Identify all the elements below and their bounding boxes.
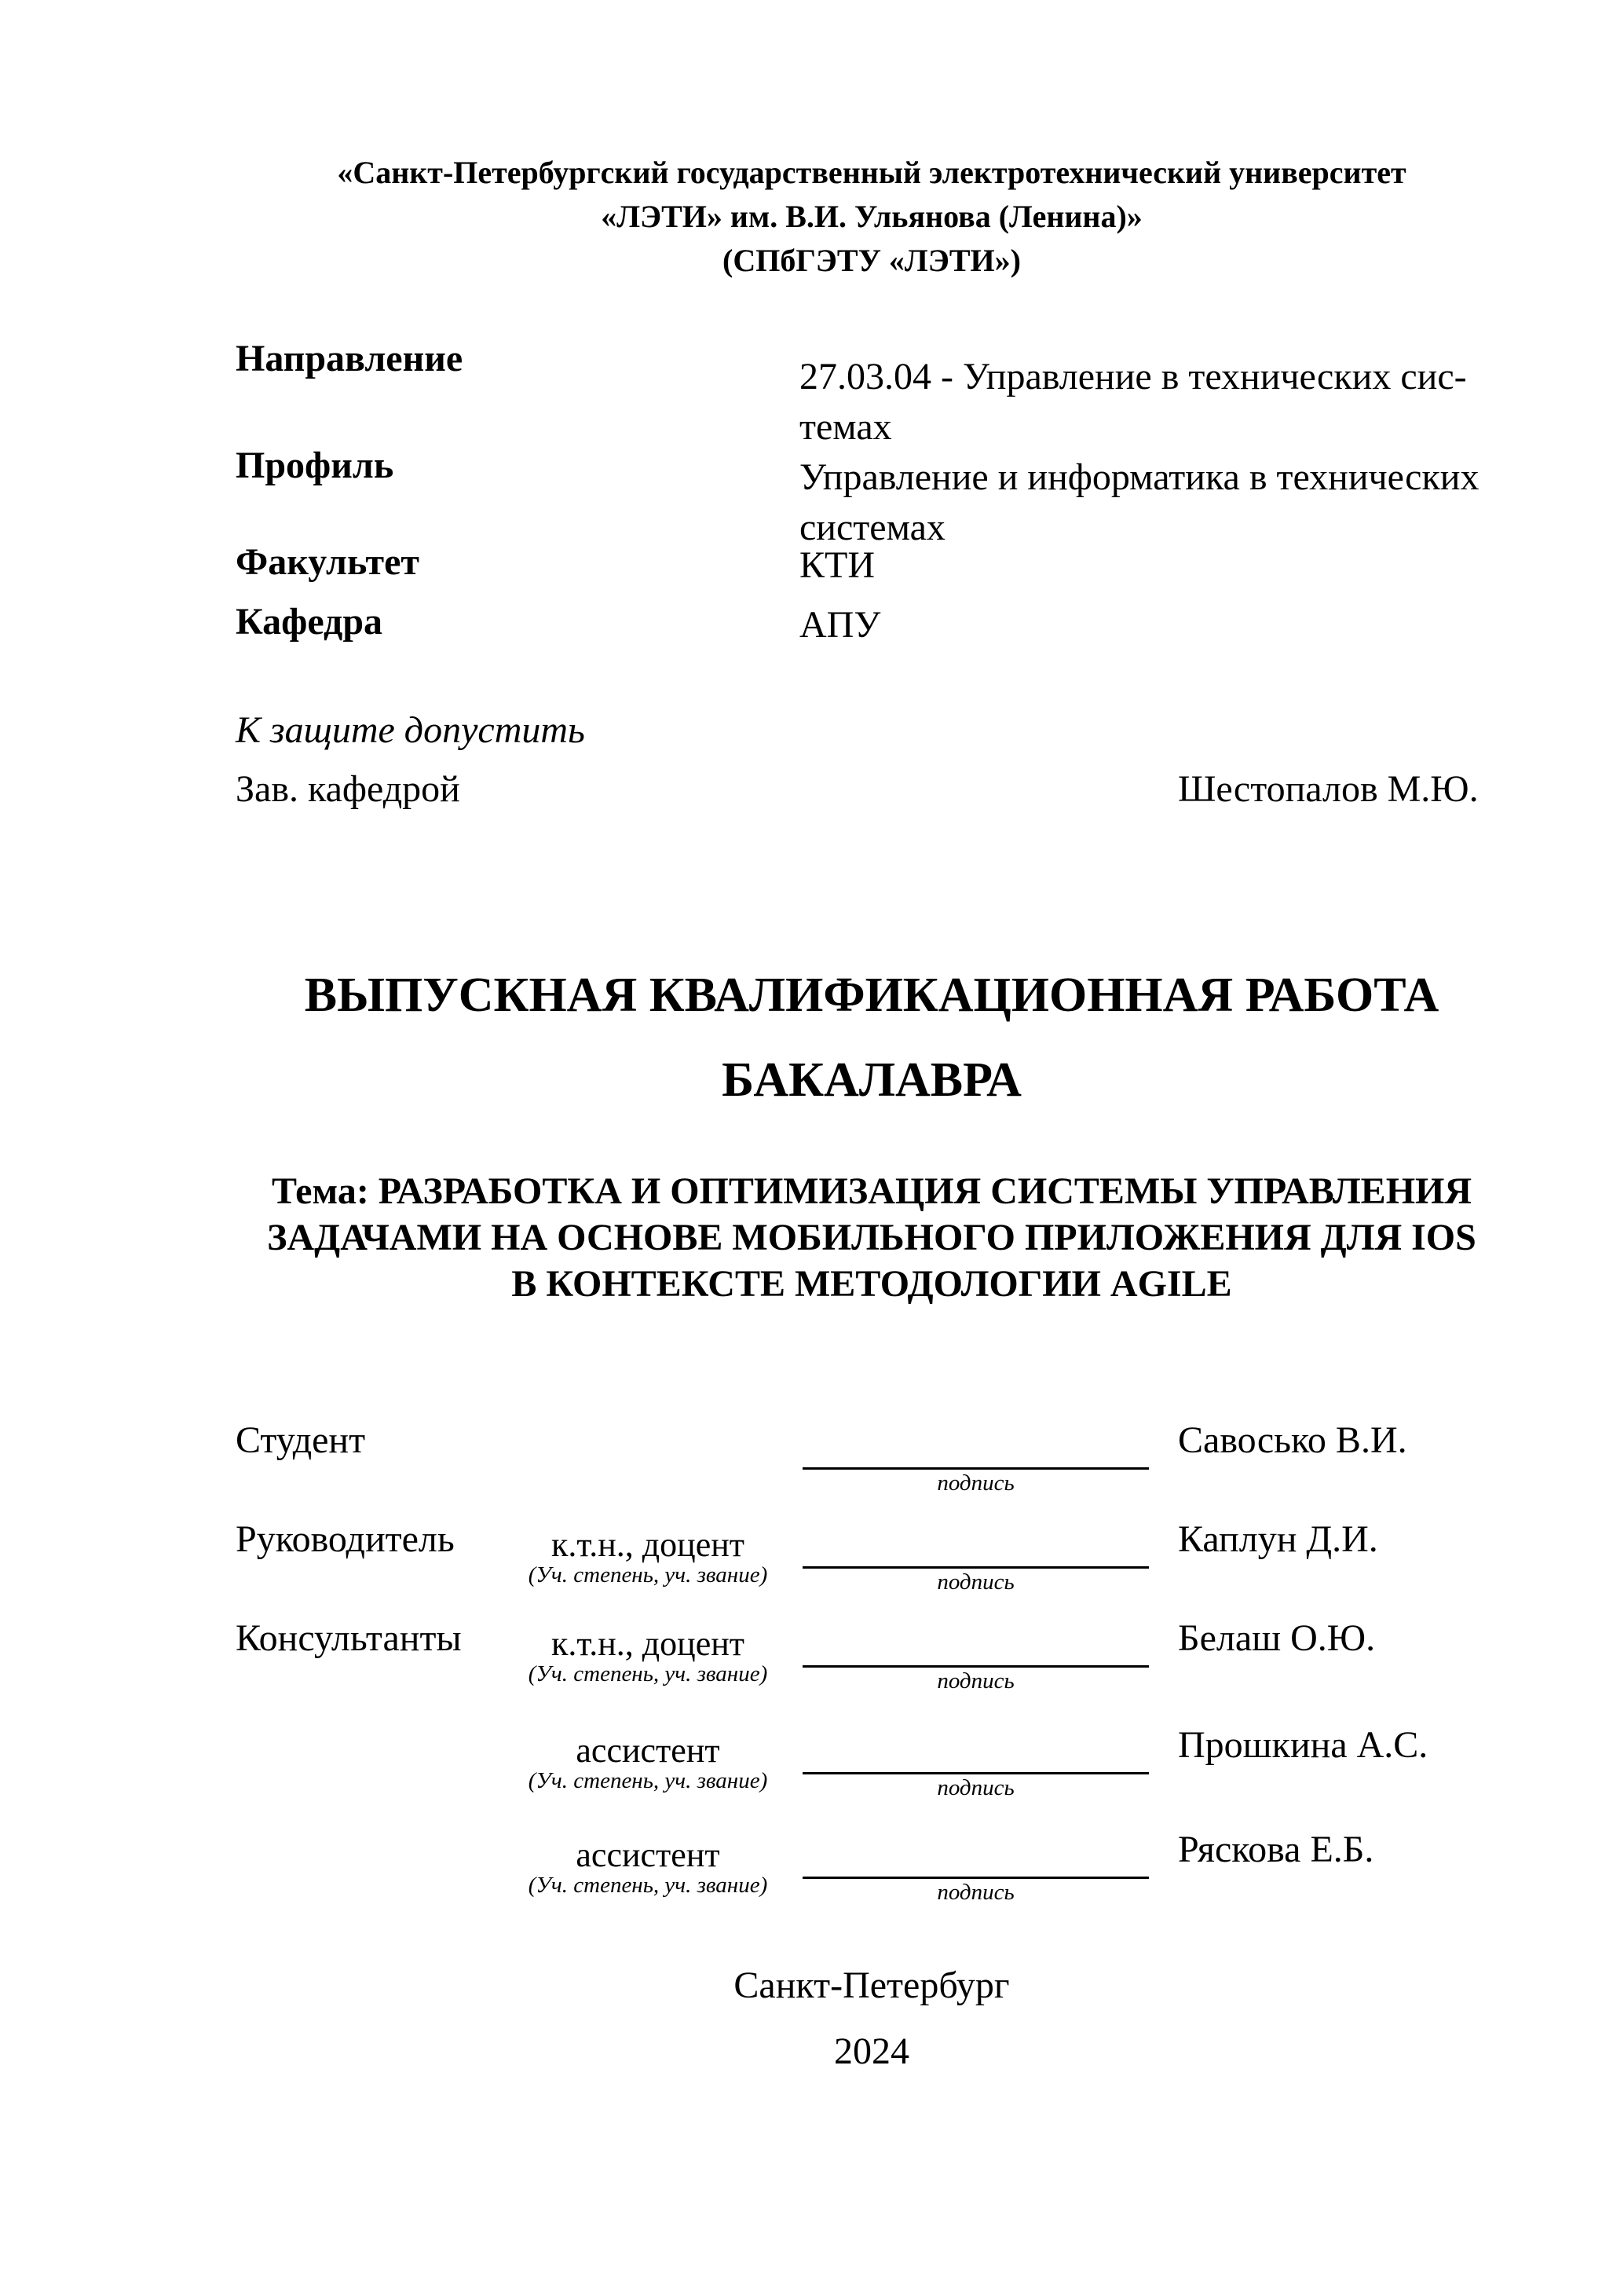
signature-caption: подпись <box>937 1569 1015 1595</box>
degree-caption: (Уч. степень, уч. звание) <box>528 1768 768 1793</box>
work-type-title-line-1: ВЫПУСКНАЯ КВАЛИФИКАЦИОННАЯ РАБОТА <box>304 969 1439 1022</box>
footer-city: Санкт-Петербург <box>733 1965 1010 2006</box>
thesis-topic-line-2: ЗАДАЧАМИ НА ОСНОВЕ МОБИЛЬНОГО ПРИЛОЖЕНИЯ ДЛЯ IOS <box>267 1217 1476 1258</box>
university-name <box>236 151 1508 283</box>
work-type-title <box>236 965 1508 1111</box>
field-row-direction <box>236 337 1508 452</box>
degree-caption: (Уч. степень, уч. звание) <box>528 1661 768 1686</box>
field-value-line: 27.03.04 - Управление в технических сис- <box>799 356 1467 397</box>
field-value-line: темах <box>799 406 892 448</box>
field-label-faculty: Факультет <box>236 541 419 583</box>
signature-caption: подпись <box>937 1775 1015 1800</box>
university-name-line-1: «Санкт-Петербургский государственный электротехнический университет <box>337 155 1406 190</box>
footer-year: 2024 <box>834 2031 909 2072</box>
signature-row-consultant-1 <box>236 1617 1508 1703</box>
field-row-department <box>236 600 1508 650</box>
thesis-topic-line-1: Тема: РАЗРАБОТКА И ОПТИМИЗАЦИЯ СИСТЕМЫ УПРАВЛЕНИЯ <box>271 1170 1472 1212</box>
field-value-profile <box>799 444 1508 553</box>
signature-caption: подпись <box>937 1668 1015 1694</box>
work-type-title-line-2: БАКАЛАВРА <box>722 1053 1022 1107</box>
signature-name: Каплун Д.И. <box>1178 1518 1378 1560</box>
signature-role: Консультанты <box>236 1617 462 1659</box>
field-row-profile <box>236 444 1508 553</box>
university-name-line-2: «ЛЭТИ» им. В.И. Ульянова (Ленина)» <box>601 199 1143 234</box>
field-value-line: АПУ <box>799 604 881 646</box>
degree-caption: (Уч. степень, уч. звание) <box>528 1873 768 1898</box>
signature-caption: подпись <box>937 1470 1015 1496</box>
thesis-topic <box>236 1168 1508 1307</box>
signature-row-supervisor <box>236 1518 1508 1604</box>
thesis-topic-line-3: В КОНТЕКСТЕ МЕТОДОЛОГИИ AGILE <box>511 1263 1232 1305</box>
field-value-department <box>799 600 1508 650</box>
signature-name: Прошкина А.С. <box>1178 1724 1428 1766</box>
degree-caption: (Уч. степень, уч. звание) <box>528 1562 768 1587</box>
field-value-line: системах <box>799 507 946 548</box>
field-label-profile: Профиль <box>236 445 394 486</box>
field-value-direction <box>799 337 1508 452</box>
university-name-line-3: (СПбГЭТУ «ЛЭТИ») <box>722 243 1021 278</box>
signature-row-consultant-2 <box>236 1723 1508 1810</box>
field-row-faculty <box>236 540 1508 591</box>
signature-qualification: ассистент <box>576 1836 720 1874</box>
signature-qualification: к.т.н., доцент <box>550 1525 745 1564</box>
field-value-line: КТИ <box>799 544 875 586</box>
signature-name: Савосько В.И. <box>1178 1419 1407 1461</box>
signature-qualification: ассистент <box>576 1731 720 1770</box>
signature-name: Белаш О.Ю. <box>1178 1617 1376 1659</box>
field-value-line: Управление и информатика в технических <box>799 456 1480 498</box>
signature-role: Студент <box>236 1419 366 1461</box>
field-value-faculty <box>799 540 1508 591</box>
field-label-direction: Направление <box>236 338 463 379</box>
head-of-department-label: Зав. кафедрой <box>236 768 460 810</box>
field-label-department: Кафедра <box>236 601 383 643</box>
signature-qualification: к.т.н., доцент <box>550 1624 745 1663</box>
signature-row-consultant-3 <box>236 1828 1508 1914</box>
signature-caption: подпись <box>937 1880 1015 1905</box>
signature-row-student <box>236 1419 1508 1505</box>
head-of-department-name: Шестопалов М.Ю. <box>1178 768 1479 810</box>
signature-role: Руководитель <box>236 1518 455 1560</box>
admission-phrase: К защите допустить <box>236 709 585 751</box>
signature-name: Ряскова Е.Б. <box>1178 1829 1374 1870</box>
